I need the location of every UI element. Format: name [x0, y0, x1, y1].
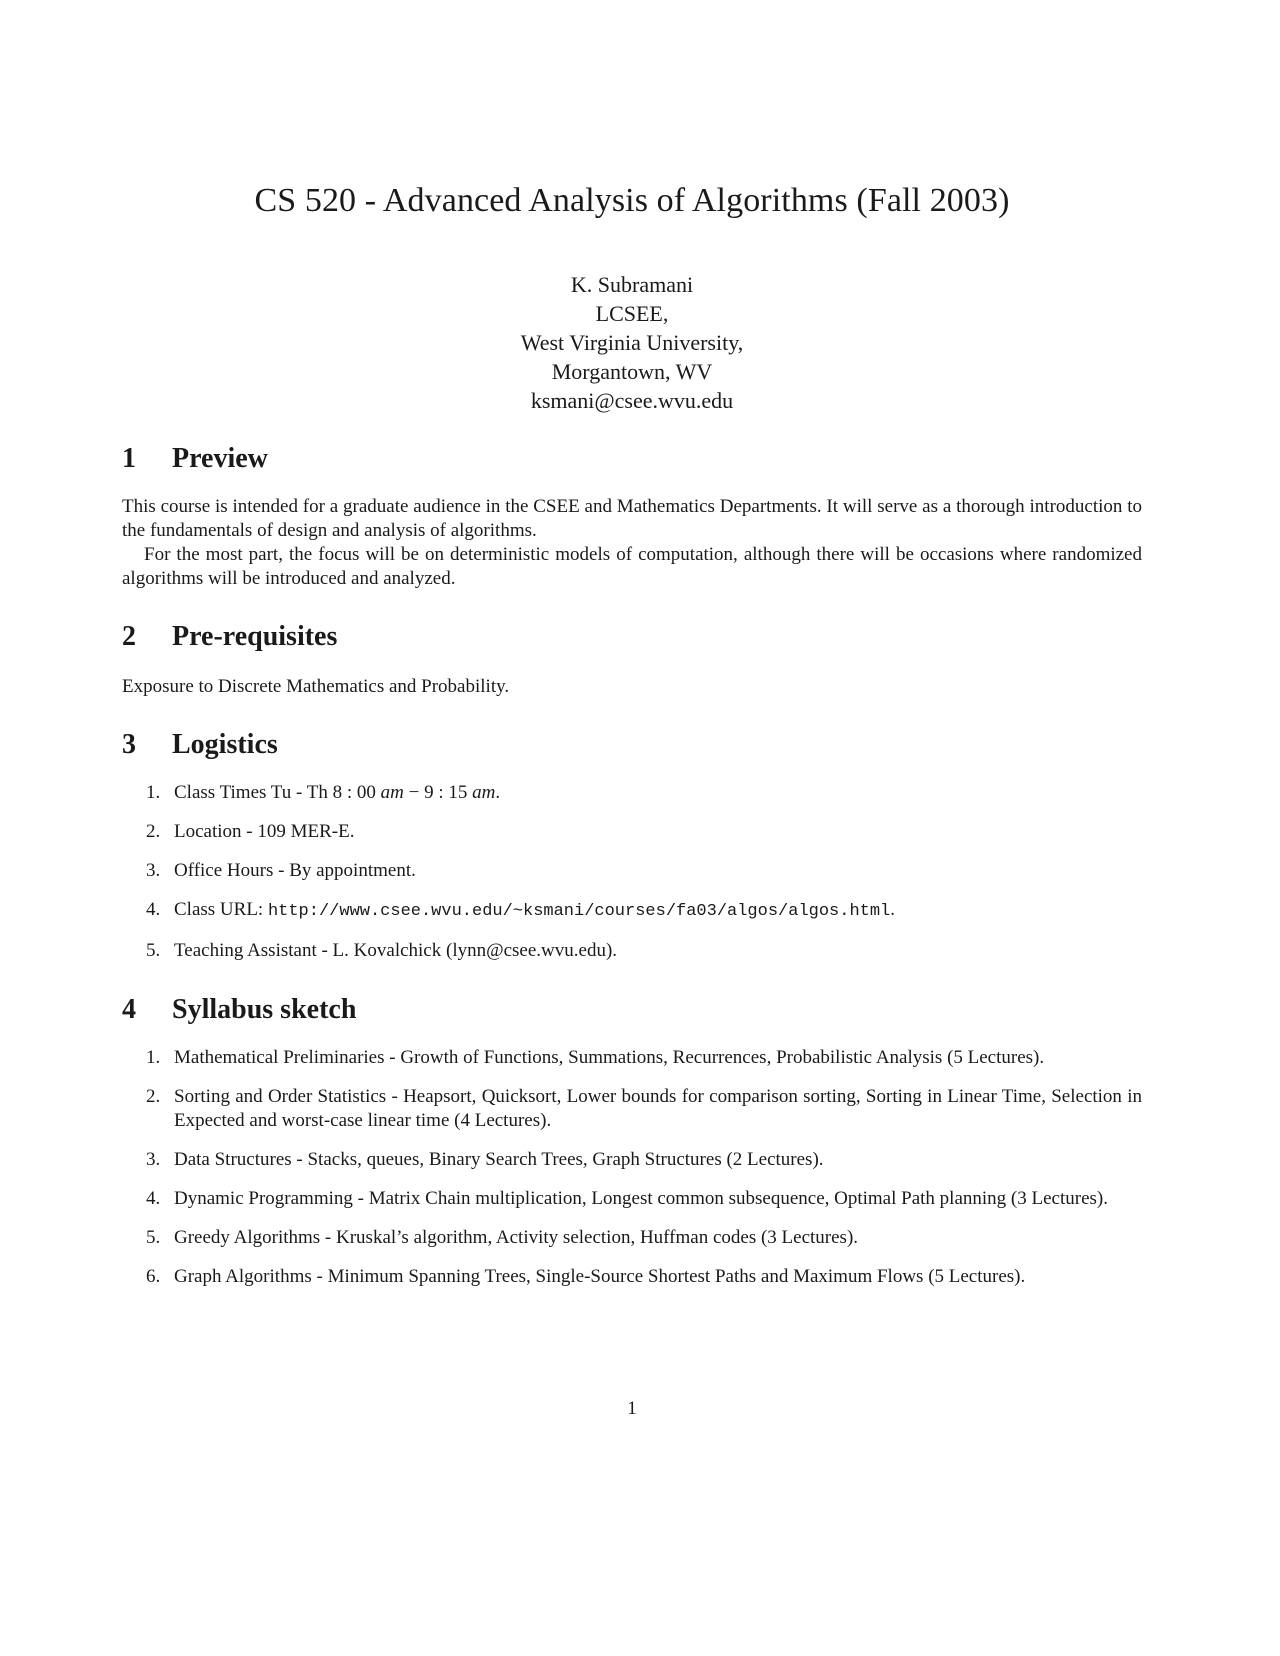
section-heading: [122, 443, 1142, 475]
item-text: Mathematical Preliminaries - Growth of Functions, Summations, Recurrences, Probabilistic Analysis (5 Lectures).: [174, 1047, 1045, 1068]
section-logistics: [122, 729, 1142, 978]
list-item: [122, 1226, 1142, 1250]
section-heading: [122, 621, 1142, 653]
item-text: Office Hours - By appointment.: [174, 860, 416, 881]
item-text: .: [890, 899, 896, 920]
section-number: 1: [122, 443, 136, 474]
item-text: Dynamic Programming - Matrix Chain multiplication, Longest common subsequence, Optimal Path planning (3 Lectures).: [174, 1188, 1108, 1209]
list-item: [122, 1085, 1142, 1133]
item-text: Data Structures - Stacks, queues, Binary Search Trees, Graph Structures (2 Lectures).: [174, 1149, 824, 1170]
list-item: [122, 1046, 1142, 1070]
section-title: Syllabus sketch: [172, 994, 357, 1025]
item-number: 2.: [146, 821, 161, 842]
item-math: am: [472, 782, 496, 803]
author-university: West Virginia University,: [520, 330, 744, 355]
section-preview: [122, 443, 1142, 591]
item-text: Class URL:: [174, 899, 268, 920]
paragraph: This course is intended for a graduate audience in the CSEE and Mathematics Departments. It will serve as a thorough introduction to the fundamentals of design and analysis of algorithms.: [122, 496, 1142, 541]
item-number: 4.: [146, 899, 161, 920]
list-item: [122, 1265, 1142, 1289]
section-number: 2: [122, 621, 136, 652]
section-number: 3: [122, 729, 136, 760]
item-text: Location - 109 MER-E.: [174, 821, 355, 842]
list-item: [122, 939, 1142, 963]
author-block: [122, 270, 1142, 415]
section-heading: [122, 994, 1142, 1026]
item-number: 6.: [146, 1266, 161, 1287]
list-item: [122, 898, 1142, 924]
item-number: 2.: [146, 1086, 161, 1107]
page-number: 1: [627, 1398, 637, 1419]
author-email: ksmani@csee.wvu.edu: [530, 388, 734, 413]
section-title: Logistics: [172, 729, 278, 760]
item-text: Greedy Algorithms - Kruskal’s algorithm, Activity selection, Huffman codes (3 Lectures).: [174, 1227, 859, 1248]
syllabus-list: [122, 1046, 1142, 1289]
class-url-link[interactable]: http://www.csee.wvu.edu/~ksmani/courses/fa03/algos/algos.html: [267, 902, 891, 921]
section-heading: [122, 729, 1142, 761]
section-title: Pre-requisites: [172, 621, 338, 652]
author-dept: LCSEE,: [595, 301, 669, 326]
item-text: − 9 : 15: [403, 782, 473, 803]
document-title: CS 520 - Advanced Analysis of Algorithms (Fall 2003): [254, 182, 1010, 219]
section-number: 4: [122, 994, 136, 1025]
section-syllabus: [122, 994, 1142, 1304]
item-number: 1.: [146, 1047, 161, 1068]
list-item: [122, 781, 1142, 805]
item-text: Class Times Tu - Th 8 : 00: [174, 782, 381, 803]
item-number: 5.: [146, 940, 161, 961]
item-text: .: [495, 782, 501, 803]
item-number: 3.: [146, 860, 161, 881]
item-text: Teaching Assistant - L. Kovalchick (lynn@csee.wvu.edu).: [174, 940, 618, 961]
author-city: Morgantown, WV: [551, 359, 713, 384]
list-item: [122, 1148, 1142, 1172]
paragraph: Exposure to Discrete Mathematics and Probability.: [122, 676, 510, 697]
paragraph: For the most part, the focus will be on deterministic models of computation, although there will be occasions where randomized algorithms will be introduced and analyzed.: [122, 544, 1142, 589]
item-number: 5.: [146, 1227, 161, 1248]
item-text: Sorting and Order Statistics - Heapsort, Quicksort, Lower bounds for comparison sorting, Sorting in Linear Time, Selection in Expected and worst-case linear time (4 Lectures).: [174, 1086, 1142, 1131]
item-text: Graph Algorithms - Minimum Spanning Trees, Single-Source Shortest Paths and Maximum Flows (5 Lectures).: [174, 1266, 1026, 1287]
list-item: [122, 859, 1142, 883]
item-number: 4.: [146, 1188, 161, 1209]
item-number: 1.: [146, 782, 161, 803]
author-name: K. Subramani: [570, 272, 694, 297]
logistics-list: [122, 781, 1142, 963]
section-title: Preview: [172, 443, 268, 474]
list-item: [122, 820, 1142, 844]
item-math: am: [380, 782, 404, 803]
item-number: 3.: [146, 1149, 161, 1170]
list-item: [122, 1187, 1142, 1211]
section-prerequisites: [122, 621, 1142, 699]
document-page: [122, 0, 1142, 1656]
